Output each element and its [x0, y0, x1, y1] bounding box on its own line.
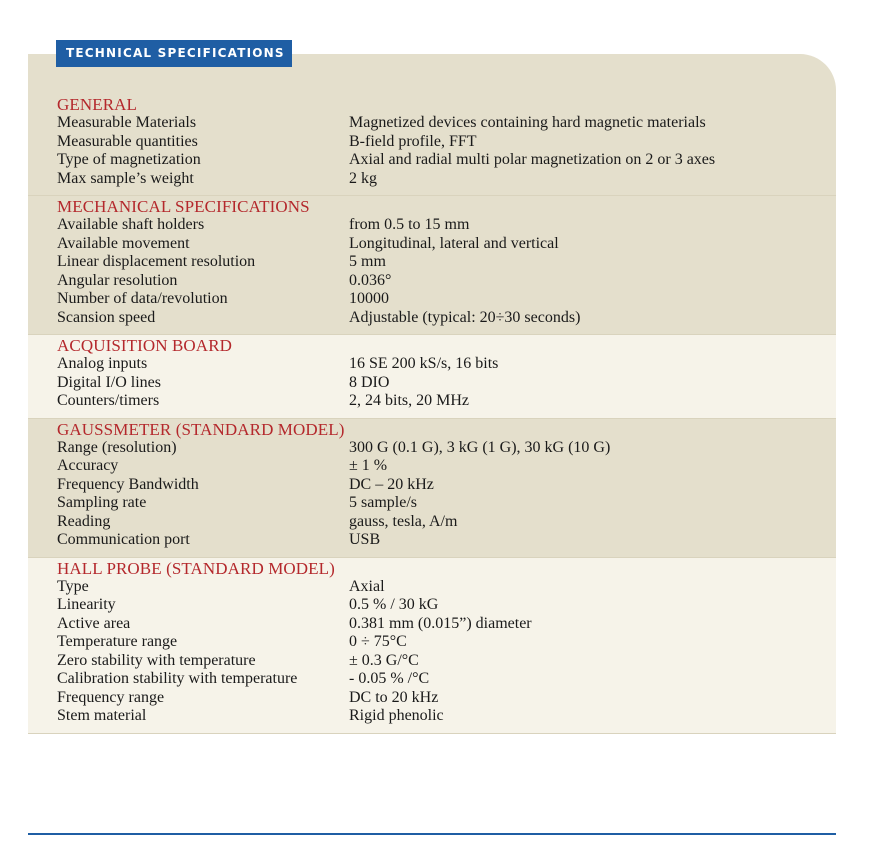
section-title: MECHANICAL SPECIFICATIONS: [57, 197, 310, 216]
spec-label: Available shaft holders: [57, 216, 205, 233]
spec-row: [28, 253, 836, 272]
spec-label: Reading: [57, 512, 111, 530]
spec-value: Adjustable (typical: 20÷30 seconds): [349, 308, 581, 326]
spec-label: Linearity: [57, 596, 116, 613]
spec-row: [28, 513, 836, 532]
spec-row: [28, 531, 836, 550]
spec-label: Calibration stability with temperature: [57, 670, 298, 687]
section-acquisition-board: [28, 335, 836, 419]
spec-value: 0.381 mm (0.015”) diameter: [349, 614, 532, 632]
spec-row: [28, 170, 836, 189]
spec-label: Temperature range: [57, 633, 178, 650]
spec-row: [28, 392, 836, 411]
spec-value: Magnetized devices containing hard magnetic materials: [349, 114, 706, 131]
spec-row: [28, 633, 836, 652]
spec-label: Type: [57, 577, 89, 595]
spec-label: Accuracy: [57, 457, 119, 474]
spec-row: [28, 216, 836, 235]
spec-row: [28, 309, 836, 328]
section-general: [28, 94, 836, 196]
spec-label: Measurable Materials: [57, 114, 197, 131]
spec-value: 5 mm: [349, 253, 386, 270]
spec-row: [28, 114, 836, 133]
spec-row: [28, 457, 836, 476]
spec-label: Available movement: [57, 234, 190, 252]
spec-row: [28, 494, 836, 513]
spec-label: Frequency Bandwidth: [57, 475, 199, 493]
spec-value: 2, 24 bits, 20 MHz: [349, 392, 469, 409]
bottom-rule: [28, 833, 836, 835]
spec-value: B-field profile, FFT: [349, 132, 477, 150]
spec-label: Analog inputs: [57, 355, 148, 372]
spec-label: Range (resolution): [57, 438, 177, 456]
spec-table: [28, 94, 836, 734]
spec-row: [28, 151, 836, 170]
spec-row: [28, 476, 836, 495]
spec-value: Rigid phenolic: [349, 707, 444, 724]
spec-value: 16 SE 200 kS/s, 16 bits: [349, 355, 499, 372]
section-gaussmeter: [28, 419, 836, 558]
spec-label: Measurable quantities: [57, 132, 198, 150]
section-title: GAUSSMETER (STANDARD MODEL): [57, 419, 345, 439]
spec-value: from 0.5 to 15 mm: [349, 216, 470, 233]
spec-label: Digital I/O lines: [57, 373, 161, 391]
spec-value: 2 kg: [349, 169, 377, 187]
spec-value: DC – 20 kHz: [349, 475, 434, 493]
spec-label: Max sample’s weight: [57, 169, 194, 187]
spec-value: 0.036°: [349, 271, 392, 289]
section-header: TECHNICAL SPECIFICATIONS: [56, 40, 292, 67]
spec-value: - 0.05 % /°C: [349, 670, 430, 687]
spec-value: 0.5 % / 30 kG: [349, 596, 439, 613]
spec-row: [28, 652, 836, 671]
spec-row: [28, 578, 836, 597]
spec-row: [28, 707, 836, 726]
section-title: HALL PROBE (STANDARD MODEL): [57, 558, 335, 578]
spec-row: [28, 290, 836, 309]
spec-label: Sampling rate: [57, 494, 147, 511]
spec-label: Stem material: [57, 707, 147, 724]
spec-label: Counters/timers: [57, 392, 160, 409]
spec-row: [28, 374, 836, 393]
spec-row: [28, 439, 836, 458]
section-title: GENERAL: [57, 95, 138, 114]
spec-label: Type of magnetization: [57, 151, 201, 168]
spec-row: [28, 689, 836, 708]
spec-value: ± 0.3 G/°C: [349, 651, 419, 669]
spec-label: Zero stability with temperature: [57, 651, 256, 669]
spec-label: Frequency range: [57, 688, 165, 706]
spec-row: [28, 615, 836, 634]
spec-label: Linear displacement resolution: [57, 253, 256, 270]
spec-label: Active area: [57, 614, 131, 632]
section-mechanical: [28, 196, 836, 335]
spec-label: Number of data/revolution: [57, 290, 228, 307]
spec-value: Axial: [349, 577, 385, 595]
spec-value: Axial and radial multi polar magnetization on 2 or 3 axes: [349, 151, 716, 168]
spec-row: [28, 670, 836, 689]
spec-row: [28, 235, 836, 254]
section-title: ACQUISITION BOARD: [57, 336, 233, 355]
spec-row: [28, 272, 836, 291]
spec-value: 0 ÷ 75°C: [349, 633, 407, 650]
spec-value: 5 sample/s: [349, 494, 417, 511]
spec-row: [28, 133, 836, 152]
spec-value: 8 DIO: [349, 373, 390, 391]
spec-value: USB: [349, 531, 381, 548]
spec-label: Angular resolution: [57, 271, 178, 289]
section-hall-probe: [28, 558, 836, 734]
spec-value: Longitudinal, lateral and vertical: [349, 234, 559, 252]
spec-value: DC to 20 kHz: [349, 688, 439, 706]
spec-label: Communication port: [57, 531, 190, 548]
spec-value: gauss, tesla, A/m: [349, 512, 458, 530]
spec-row: [28, 355, 836, 374]
spec-value: 10000: [349, 290, 389, 307]
spec-value: ± 1 %: [349, 457, 388, 474]
spec-label: Scansion speed: [57, 308, 156, 326]
spec-value: 300 G (0.1 G), 3 kG (1 G), 30 kG (10 G): [349, 438, 611, 456]
spec-row: [28, 596, 836, 615]
